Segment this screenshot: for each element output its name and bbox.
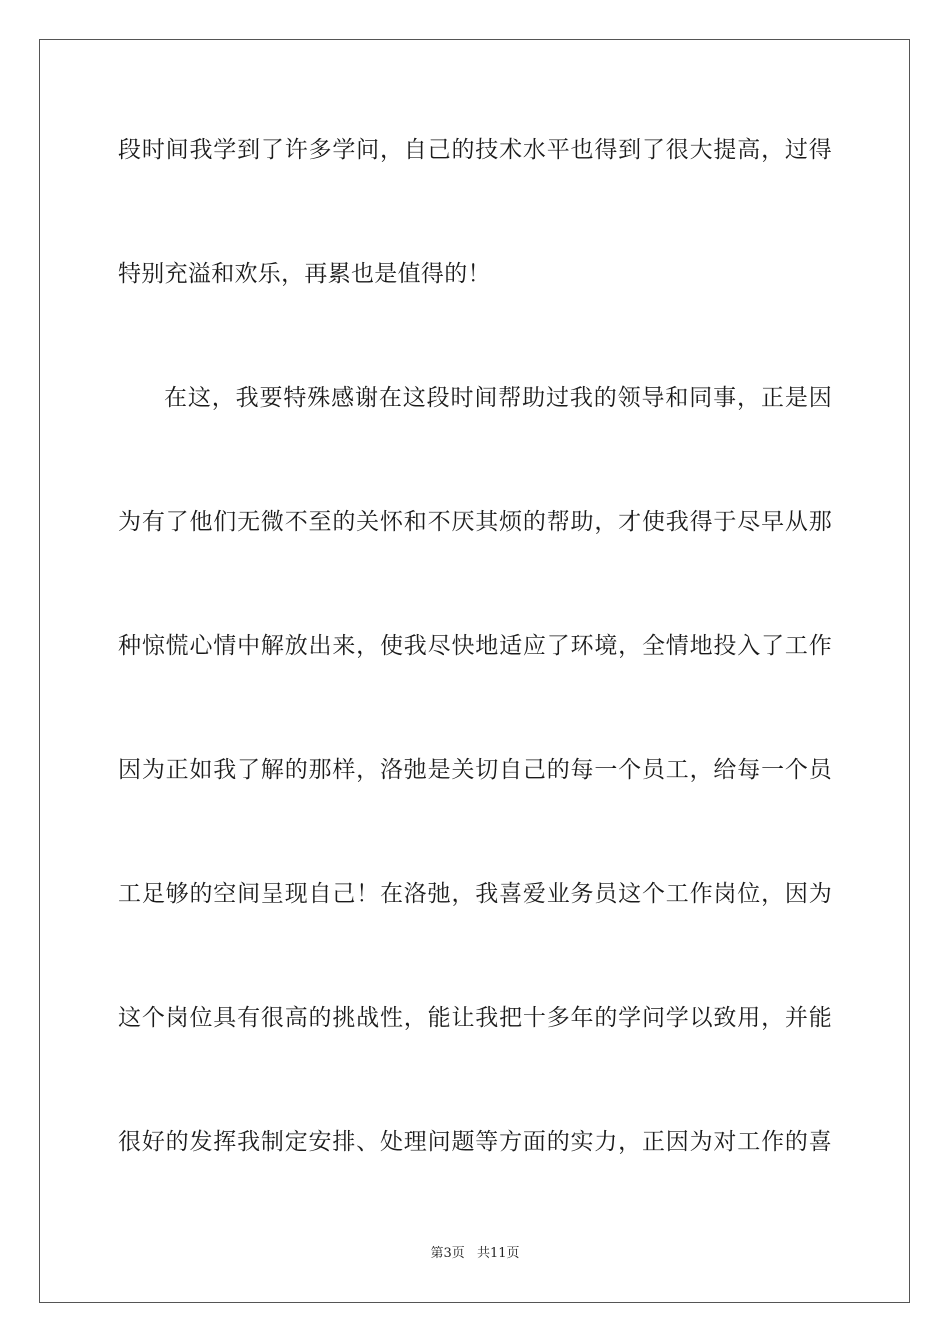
text-line: 很好的发挥我制定安排、处理问题等方面的实力，正因为对工作的喜 (118, 1129, 832, 1155)
text-line: 段时间我学到了许多学问，自己的技术水平也得到了很大提高，过得 (118, 137, 832, 163)
page-number: 第3页 (430, 1246, 465, 1261)
page-footer (0, 1242, 950, 1261)
text-line: 工足够的空间呈现自己！在洛弛，我喜爱业务员这个工作岗位，因为 (118, 881, 832, 907)
text-line: 因为正如我了解的那样，洛弛是关切自己的每一个员工，给每一个员 (118, 757, 832, 783)
text-line: 这个岗位具有很高的挑战性，能让我把十多年的学问学以致用，并能 (118, 1005, 832, 1031)
text-line: 种惊慌心情中解放出来，使我尽快地适应了环境，全情地投入了工作 (118, 633, 832, 659)
text-line: 特别充溢和欢乐，再累也是值得的！ (118, 261, 491, 287)
total-pages: 共11页 (476, 1246, 520, 1261)
paragraph-start-line: 在这，我要特殊感谢在这段时间帮助过我的领导和同事，正是因 (164, 385, 832, 411)
document-body (118, 128, 832, 1244)
text-line: 为有了他们无微不至的关怀和不厌其烦的帮助，才使我得于尽早从那 (118, 509, 832, 535)
